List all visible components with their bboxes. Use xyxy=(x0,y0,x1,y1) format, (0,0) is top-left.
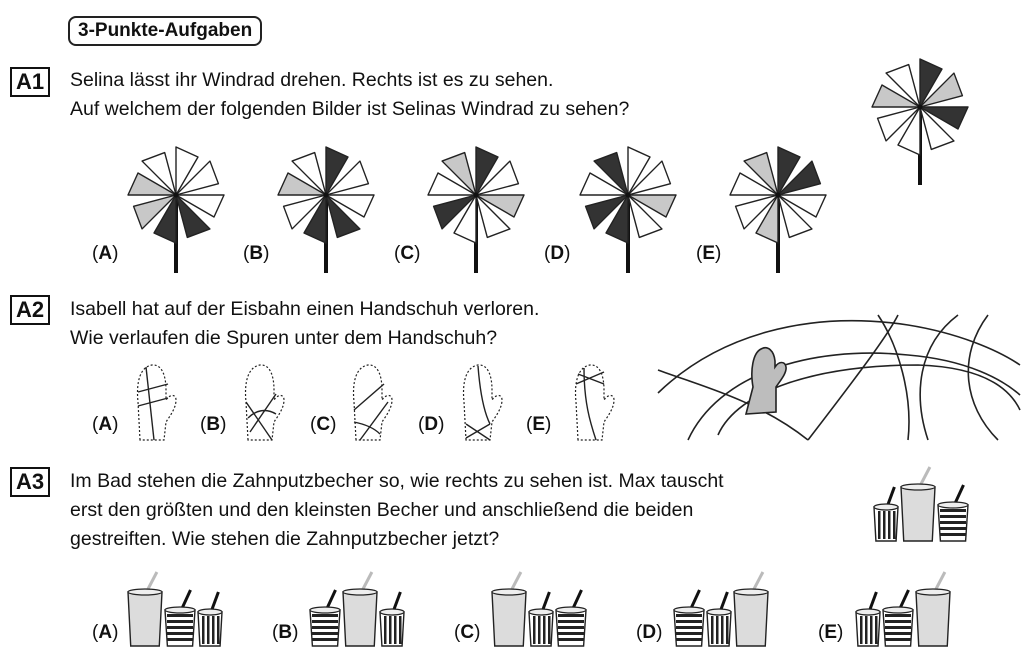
pinwheel-hub xyxy=(626,193,631,198)
cup xyxy=(529,592,553,646)
cups-option-c xyxy=(490,570,602,650)
cup xyxy=(901,467,935,541)
option-label-a3-b[interactable]: (B) xyxy=(272,622,299,643)
question-line: Wie verlaufen die Spuren unter dem Handschuh? xyxy=(70,327,498,349)
cup xyxy=(556,590,586,646)
cup xyxy=(856,592,880,646)
question-number-a1: A1 xyxy=(10,67,50,97)
option-label-a1-a[interactable]: (A) xyxy=(92,243,119,264)
ice-rink-scene xyxy=(658,315,1020,440)
glove-option-d xyxy=(454,362,504,442)
pinwheel-hub xyxy=(776,193,781,198)
question-line: Isabell hat auf der Eisbahn einen Handschuh verloren. xyxy=(70,298,540,320)
option-label-a1-d[interactable]: (D) xyxy=(544,243,571,264)
cups-option-e xyxy=(854,570,966,650)
section-title: 3-Punkte-Aufgaben xyxy=(68,16,262,46)
option-label-a1-e[interactable]: (E) xyxy=(696,243,722,264)
question-text-a2 xyxy=(70,295,539,353)
cup xyxy=(310,590,340,646)
glove-option-c xyxy=(344,362,394,442)
pinwheel-option-b xyxy=(266,140,386,275)
question-line: gestreiften. Wie stehen die Zahnputzbecher jetzt? xyxy=(70,528,500,550)
pinwheel-hub xyxy=(474,193,479,198)
pinwheel-hub xyxy=(324,193,329,198)
question-number-a3: A3 xyxy=(10,467,50,497)
cups-option-d xyxy=(672,570,784,650)
cup xyxy=(380,592,404,646)
cup xyxy=(938,485,968,541)
question-line: Selina lässt ihr Windrad drehen. Rechts ist es zu sehen. xyxy=(70,69,554,91)
question-number-a2: A2 xyxy=(10,295,50,325)
option-label-a3-c[interactable]: (C) xyxy=(454,622,481,643)
cup xyxy=(492,572,526,646)
question-text-a3 xyxy=(70,467,860,554)
lost-glove xyxy=(746,348,786,414)
question-line: Auf welchem der folgenden Bilder ist Selinas Windrad zu sehen? xyxy=(70,98,630,120)
cup xyxy=(734,572,768,646)
cups-option-a xyxy=(126,570,238,650)
option-label-a2-e[interactable]: (E) xyxy=(526,414,552,435)
cup xyxy=(674,590,704,646)
glove-option-e xyxy=(566,362,616,442)
cup xyxy=(343,572,377,646)
cup xyxy=(874,487,898,541)
option-label-a2-c[interactable]: (C) xyxy=(310,414,337,435)
cup xyxy=(883,590,913,646)
pinwheel-option-e xyxy=(718,140,838,275)
option-label-a2-d[interactable]: (D) xyxy=(418,414,445,435)
pinwheel-hub xyxy=(918,105,923,110)
cup xyxy=(707,592,731,646)
cup xyxy=(916,572,950,646)
pinwheel-option-a xyxy=(116,140,236,275)
pinwheel-hub xyxy=(174,193,179,198)
option-label-a2-a[interactable]: (A) xyxy=(92,414,119,435)
reference-pinwheel xyxy=(860,52,980,187)
cups-option-b xyxy=(308,570,420,650)
pinwheel-option-c xyxy=(416,140,536,275)
question-line: erst den größten und den kleinsten Becher und anschließend die beiden xyxy=(70,499,694,521)
option-label-a2-b[interactable]: (B) xyxy=(200,414,227,435)
pinwheel-option-d xyxy=(568,140,688,275)
reference-cups xyxy=(872,465,984,545)
glove-option-b xyxy=(236,362,286,442)
cup xyxy=(128,572,162,646)
option-label-a3-a[interactable]: (A) xyxy=(92,622,119,643)
option-label-a3-e[interactable]: (E) xyxy=(818,622,844,643)
cup xyxy=(165,590,195,646)
question-line: Im Bad stehen die Zahnputzbecher so, wie rechts zu sehen ist. Max tauscht xyxy=(70,470,724,492)
cup xyxy=(198,592,222,646)
option-label-a3-d[interactable]: (D) xyxy=(636,622,663,643)
option-label-a1-b[interactable]: (B) xyxy=(243,243,270,264)
option-label-a1-c[interactable]: (C) xyxy=(394,243,421,264)
glove-option-a xyxy=(128,362,178,442)
question-text-a1 xyxy=(70,66,629,124)
